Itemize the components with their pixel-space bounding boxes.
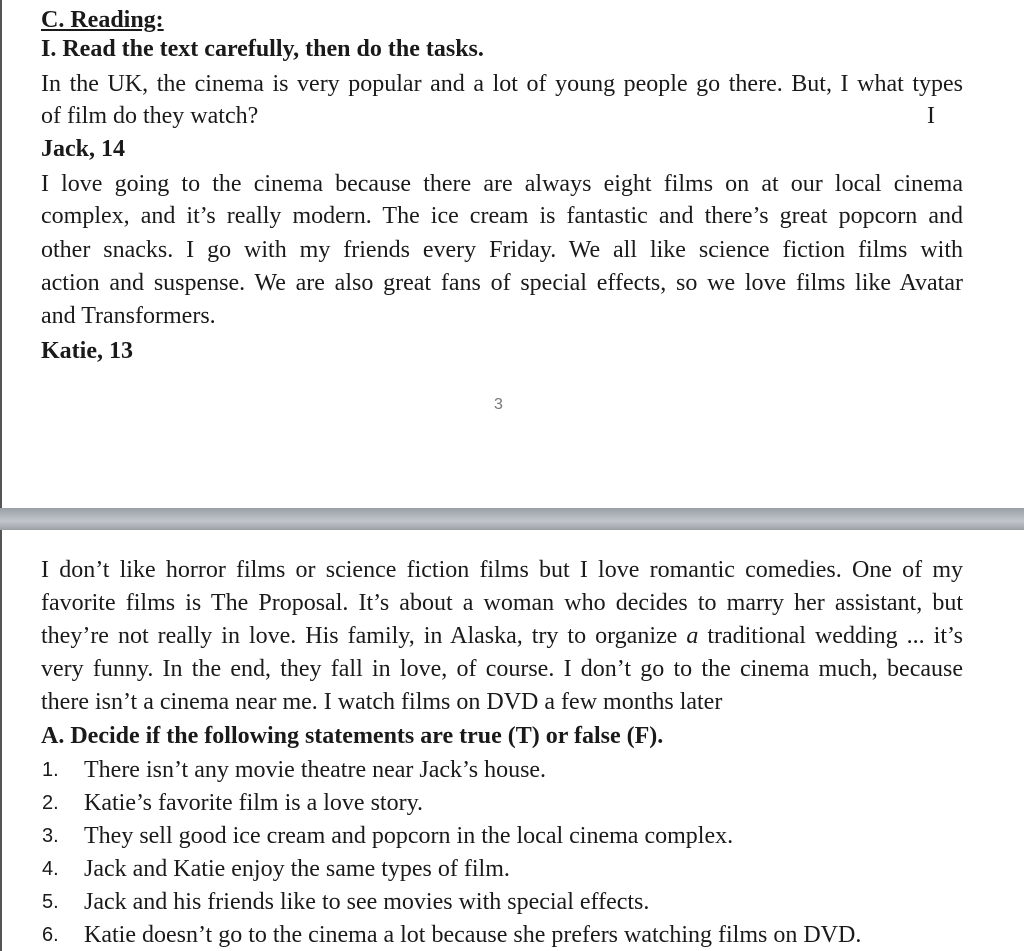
instruction: I. Read the text carefully, then do the tasks. (41, 36, 484, 62)
statement-text: Katie doesn’t go to the cinema a lot because she prefers watching films on DVD. (84, 922, 862, 948)
stray-mark: I (927, 103, 935, 129)
statement-number: 4. (42, 858, 59, 880)
section-title: C. Reading: (41, 7, 164, 33)
intro-line-1: In the UK, the cinema is very popular and a lot of young people go there. But, I what types (41, 71, 963, 97)
page-number: 3 (494, 396, 503, 413)
statement-text: They sell good ice cream and popcorn in the local cinema complex. (84, 823, 734, 849)
statement-text: There isn’t any movie theatre near Jack’s house. (84, 757, 547, 783)
katie-paragraph-line: there isn’t a cinema near me. I watch films on DVD a few months later (41, 689, 723, 715)
katie-paragraph-line: I don’t like horror films or science fiction films but I love romantic comedies. One of my (41, 557, 963, 583)
statement-text: Katie’s favorite film is a love story. (84, 790, 424, 816)
statement-number: 5. (42, 891, 59, 913)
katie-heading: Katie, 13 (41, 338, 133, 364)
jack-paragraph-line: and Transformers. (41, 303, 216, 329)
intro-line-2: of film do they watch? (41, 103, 259, 129)
katie-line-part: they’re not really in love. His family, in Alaska, try to organize (41, 623, 687, 649)
statement-number: 2. (42, 792, 59, 814)
jack-paragraph-line: action and suspense. We are also great fans of special effects, so we love films like Avatar (41, 270, 963, 296)
katie-paragraph-line: very funny. In the end, they fall in love, of course. I don’t go to the cinema much, because (41, 656, 963, 682)
statement-number: 1. (42, 759, 59, 781)
document-page-bottom (0, 530, 1024, 951)
katie-paragraph-line (41, 620, 963, 652)
katie-line-italic: a (686, 623, 699, 649)
statement-number: 3. (42, 825, 59, 847)
statement-number: 6. (42, 924, 59, 946)
jack-paragraph-line: I love going to the cinema because there are always eight films on at our local cinema (41, 171, 963, 197)
katie-paragraph-line: favorite films is The Proposal. It’s about a woman who decides to marry her assistant, but (41, 590, 963, 616)
jack-heading: Jack, 14 (41, 136, 125, 162)
page-separator (0, 508, 1024, 530)
jack-paragraph-line: complex, and it’s really modern. The ice cream is fantastic and there’s great popcorn and (41, 203, 963, 229)
task-a-title: A. Decide if the following statements are true (T) or false (F). (41, 723, 664, 749)
jack-paragraph-line: other snacks. I go with my friends every Friday. We all like science fiction films with (41, 237, 963, 263)
statement-text: Jack and Katie enjoy the same types of film. (84, 856, 510, 882)
statement-text: Jack and his friends like to see movies with special effects. (84, 889, 650, 915)
katie-line-part: traditional wedding ... it’s (698, 623, 963, 649)
